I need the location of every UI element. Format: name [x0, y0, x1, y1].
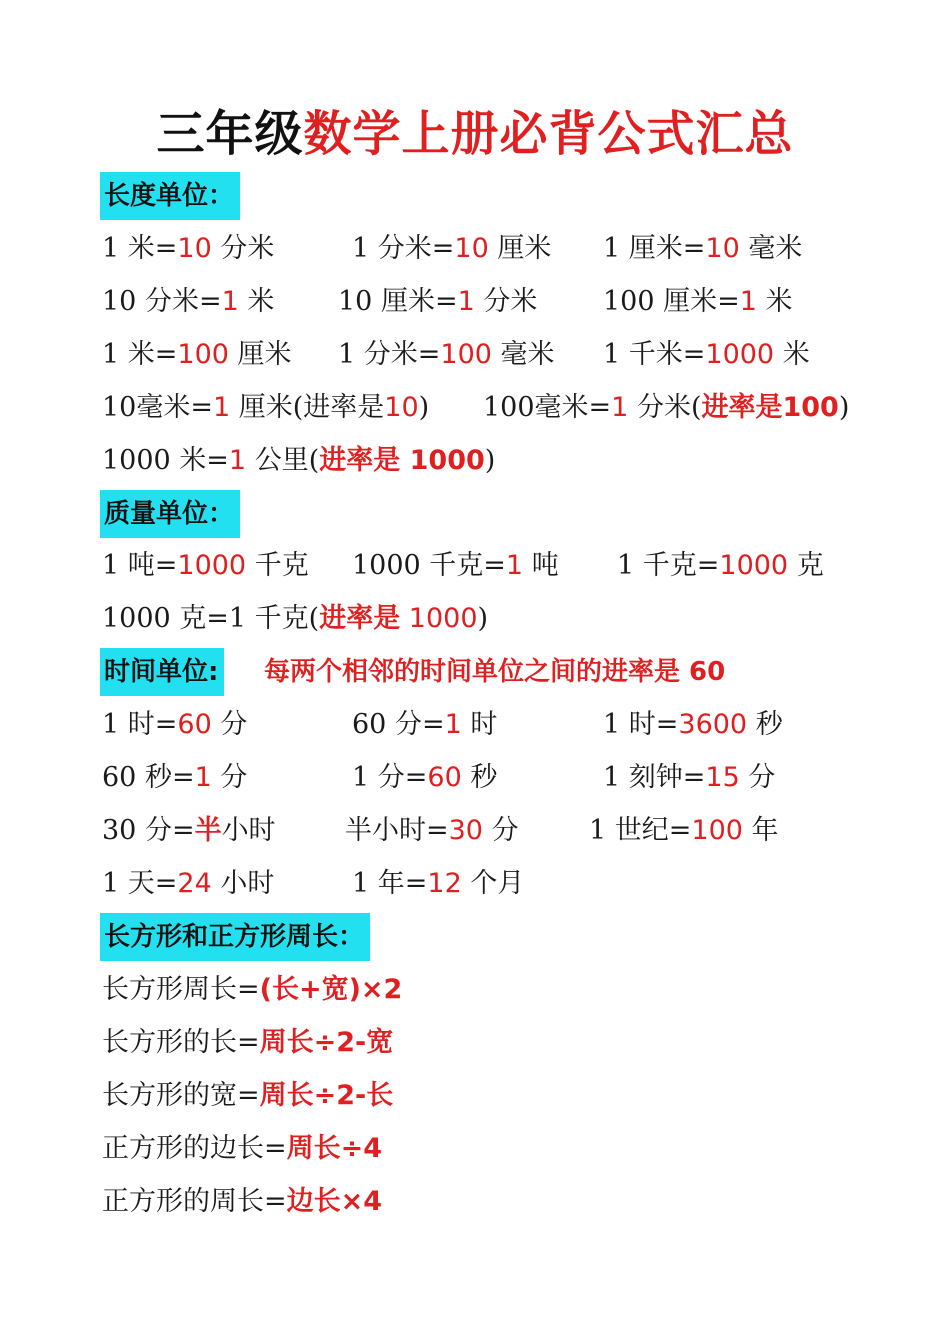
length-heading: 长度单位： [100, 172, 240, 220]
length-item: 1 分米=10 厘米 [352, 233, 552, 264]
length-item: 1 分米=100 毫米 [338, 339, 555, 370]
time-item: 60 秒=1 分 [102, 762, 248, 793]
time-item: 60 分=1 时 [352, 709, 498, 740]
length-item: 100 厘米=1 米 [603, 286, 793, 317]
perimeter-item: 正方形的周长=边长×4 [102, 1186, 383, 1217]
page-title [0, 95, 950, 164]
time-item: 1 天=24 小时 [102, 868, 275, 899]
length-item: 1 厘米=10 毫米 [603, 233, 803, 264]
perimeter-item: 长方形的宽=周长÷2-长 [102, 1080, 394, 1111]
time-item: 1 世纪=100 年 [589, 815, 779, 846]
time-item: 1 时=3600 秒 [603, 709, 783, 740]
perimeter-item: 正方形的边长=周长÷4 [102, 1133, 383, 1164]
length-item: 1000 米=1 公里(进率是 1000) [102, 445, 496, 476]
time-heading: 时间单位: [100, 648, 224, 696]
length-item: 10毫米=1 厘米(进率是10) [102, 392, 430, 423]
length-item: 100毫米=1 分米(进率是100) [483, 392, 850, 423]
mass-item: 1000 千克=1 吨 [352, 550, 559, 581]
perimeter-item: 长方形周长=(长+宽)×2 [102, 974, 403, 1005]
mass-heading: 质量单位： [100, 490, 240, 538]
length-item: 10 厘米=1 分米 [338, 286, 538, 317]
time-item: 1 刻钟=15 分 [603, 762, 776, 793]
time-item: 1 分=60 秒 [352, 762, 498, 793]
time-item: 1 年=12 个月 [352, 868, 525, 899]
length-item: 1 米=10 分米 [102, 233, 275, 264]
mass-item: 1000 克=1 千克(进率是 1000) [102, 603, 489, 634]
length-item: 1 千米=1000 米 [603, 339, 810, 370]
mass-item: 1 千克=1000 克 [617, 550, 824, 581]
perimeter-item: 长方形的长=周长÷2-宽 [102, 1027, 394, 1058]
mass-item: 1 吨=1000 千克 [102, 550, 309, 581]
length-item: 1 米=100 厘米 [102, 339, 292, 370]
length-item: 10 分米=1 米 [102, 286, 275, 317]
title-grade: 三年级 [156, 106, 304, 162]
time-item: 半小时=30 分 [345, 815, 519, 846]
perimeter-heading: 长方形和正方形周长： [100, 913, 370, 961]
title-subject: 数学上册必背公式汇总 [303, 106, 794, 162]
time-item: 1 时=60 分 [102, 709, 248, 740]
time-item: 30 分=半小时 [102, 815, 276, 846]
time-note: 每两个相邻的时间单位之间的进率是 60 [264, 657, 726, 687]
